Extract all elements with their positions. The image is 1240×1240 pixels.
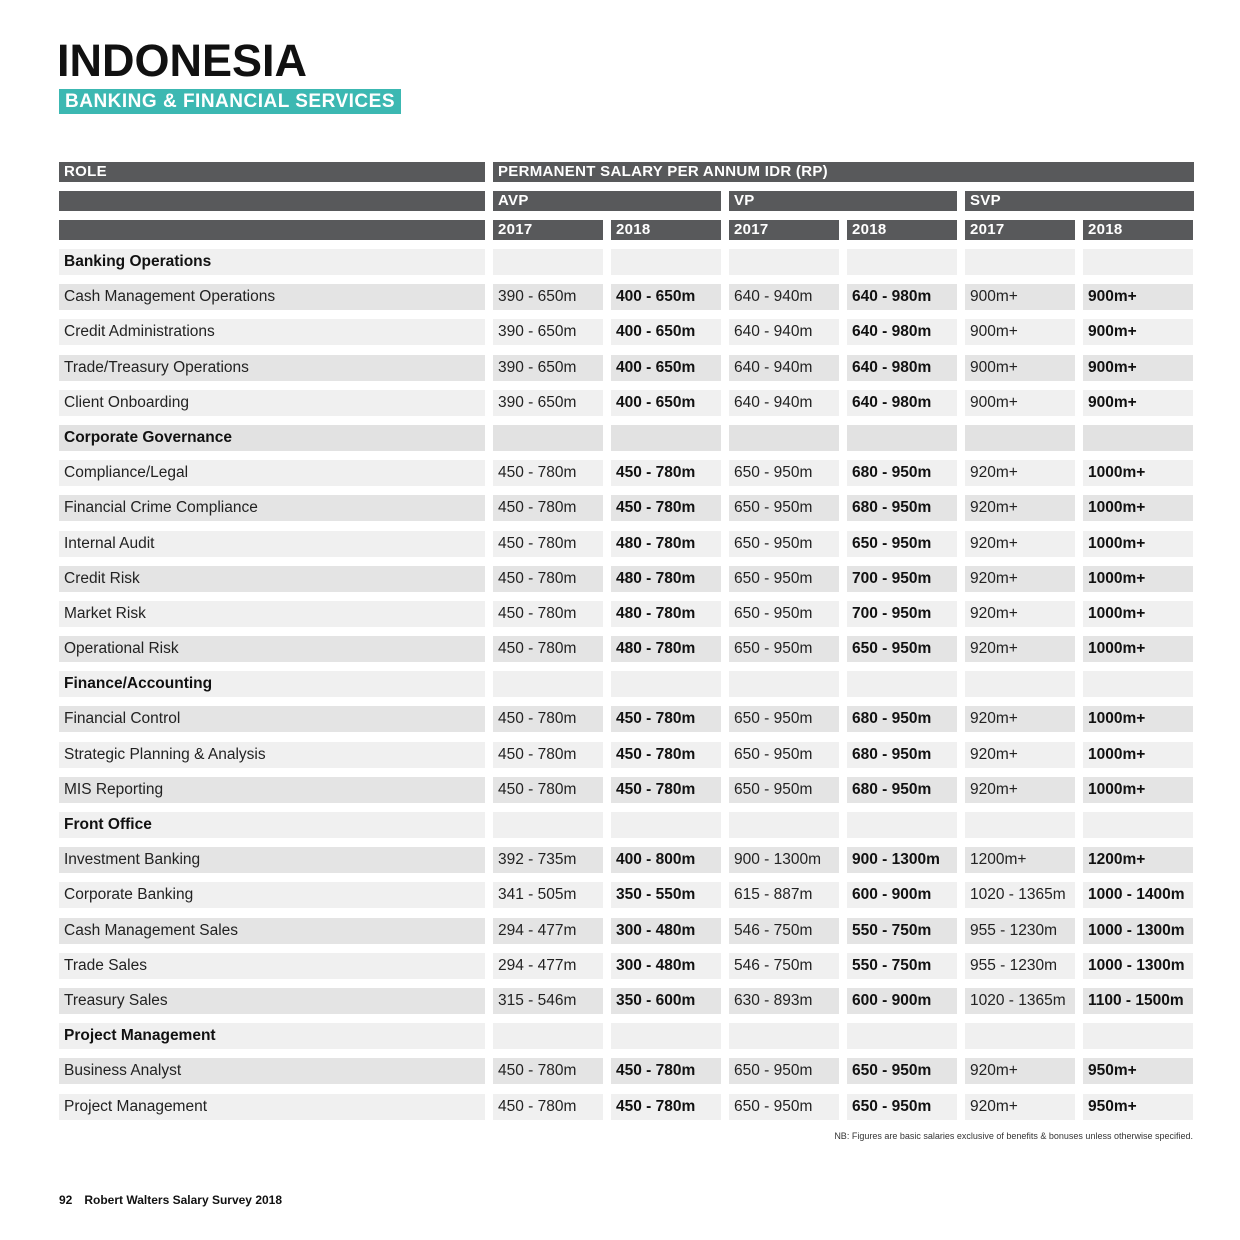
salary-cell: 450 - 780m (611, 742, 721, 768)
table-row (59, 988, 1194, 1014)
year-header: 2017 (729, 220, 839, 240)
category-label: Banking Operations (59, 249, 485, 275)
year-header: 2018 (611, 220, 721, 240)
salary-cell: 640 - 980m (847, 390, 957, 416)
salary-cell: 650 - 950m (729, 636, 839, 662)
salary-cell: 640 - 940m (729, 390, 839, 416)
salary-cell: 920m+ (965, 706, 1075, 732)
year-header: 2017 (493, 220, 603, 240)
empty-cell (1083, 249, 1193, 275)
salary-cell: 480 - 780m (611, 636, 721, 662)
salary-cell: 1000m+ (1083, 777, 1193, 803)
salary-cell: 650 - 950m (729, 531, 839, 557)
salary-cell: 650 - 950m (729, 777, 839, 803)
salary-cell: 350 - 600m (611, 988, 721, 1014)
empty-cell (493, 812, 603, 838)
salary-cell: 546 - 750m (729, 918, 839, 944)
salary-cell: 480 - 780m (611, 601, 721, 627)
role-label: Financial Crime Compliance (59, 495, 485, 521)
table-row (59, 601, 1194, 627)
empty-cell (1083, 812, 1193, 838)
table-row (59, 1058, 1194, 1084)
level-header-avp: AVP (493, 191, 721, 211)
role-header-blank (59, 191, 485, 211)
salary-cell: 400 - 650m (611, 319, 721, 345)
salary-cell: 300 - 480m (611, 918, 721, 944)
empty-cell (847, 249, 957, 275)
salary-cell: 400 - 650m (611, 355, 721, 381)
table-body (59, 249, 1194, 1120)
table-row (59, 566, 1194, 592)
salary-cell: 1000m+ (1083, 601, 1193, 627)
salary-cell: 450 - 780m (493, 601, 603, 627)
salary-cell: 390 - 650m (493, 390, 603, 416)
role-label: Trade Sales (59, 953, 485, 979)
category-label: Front Office (59, 812, 485, 838)
salary-cell: 955 - 1230m (965, 918, 1075, 944)
salary-cell: 392 - 735m (493, 847, 603, 873)
salary-cell: 900 - 1300m (847, 847, 957, 873)
salary-cell: 650 - 950m (729, 601, 839, 627)
salary-cell: 450 - 780m (493, 706, 603, 732)
role-label: Financial Control (59, 706, 485, 732)
salary-cell: 900m+ (965, 319, 1075, 345)
salary-cell: 920m+ (965, 1058, 1075, 1084)
salary-cell: 450 - 780m (611, 495, 721, 521)
empty-cell (493, 671, 603, 697)
salary-cell: 1200m+ (965, 847, 1075, 873)
page-footer (59, 1193, 294, 1207)
page-title: INDONESIA (57, 35, 308, 86)
salary-cell: 680 - 950m (847, 742, 957, 768)
salary-cell: 480 - 780m (611, 531, 721, 557)
salary-cell: 350 - 550m (611, 882, 721, 908)
salary-cell: 390 - 650m (493, 284, 603, 310)
empty-cell (847, 671, 957, 697)
salary-cell: 1000m+ (1083, 495, 1193, 521)
page-number: 92 (59, 1193, 73, 1207)
role-header-blank (59, 220, 485, 240)
publication-name: Robert Walters Salary Survey 2018 (84, 1193, 283, 1207)
salary-cell: 900 - 1300m (729, 847, 839, 873)
role-label: Treasury Sales (59, 988, 485, 1014)
salary-cell: 700 - 950m (847, 601, 957, 627)
role-header: ROLE (59, 162, 485, 182)
empty-cell (847, 812, 957, 838)
salary-cell: 390 - 650m (493, 355, 603, 381)
salary-cell: 955 - 1230m (965, 953, 1075, 979)
empty-cell (729, 671, 839, 697)
salary-cell: 450 - 780m (493, 495, 603, 521)
role-label: Internal Audit (59, 531, 485, 557)
salary-cell: 900m+ (1083, 390, 1193, 416)
salary-cell: 450 - 780m (493, 531, 603, 557)
salary-cell: 294 - 477m (493, 953, 603, 979)
salary-cell: 920m+ (965, 742, 1075, 768)
category-row (59, 671, 1194, 697)
salary-cell: 450 - 780m (493, 777, 603, 803)
salary-cell: 1000m+ (1083, 460, 1193, 486)
header-row-levels (59, 191, 1194, 211)
salary-cell: 900m+ (965, 284, 1075, 310)
salary-cell: 650 - 950m (847, 531, 957, 557)
table-row (59, 495, 1194, 521)
year-header: 2018 (1083, 220, 1193, 240)
salary-cell: 650 - 950m (729, 1058, 839, 1084)
level-header-svp: SVP (965, 191, 1194, 211)
salary-cell: 950m+ (1083, 1058, 1193, 1084)
table-row (59, 390, 1194, 416)
role-label: Project Management (59, 1094, 485, 1120)
salary-table (59, 162, 1194, 1129)
role-label: Business Analyst (59, 1058, 485, 1084)
salary-header: PERMANENT SALARY PER ANNUM IDR (RP) (493, 162, 1194, 182)
empty-cell (1083, 671, 1193, 697)
salary-cell: 900m+ (1083, 355, 1193, 381)
salary-cell: 600 - 900m (847, 882, 957, 908)
salary-cell: 450 - 780m (493, 742, 603, 768)
salary-cell: 294 - 477m (493, 918, 603, 944)
year-header: 2017 (965, 220, 1075, 240)
empty-cell (493, 1023, 603, 1049)
table-row (59, 531, 1194, 557)
role-label: Investment Banking (59, 847, 485, 873)
salary-cell: 400 - 650m (611, 390, 721, 416)
salary-cell: 650 - 950m (847, 1058, 957, 1084)
salary-cell: 920m+ (965, 777, 1075, 803)
salary-cell: 1200m+ (1083, 847, 1193, 873)
salary-cell: 950m+ (1083, 1094, 1193, 1120)
salary-cell: 680 - 950m (847, 777, 957, 803)
salary-cell: 650 - 950m (729, 460, 839, 486)
role-label: MIS Reporting (59, 777, 485, 803)
salary-cell: 450 - 780m (611, 460, 721, 486)
salary-cell: 300 - 480m (611, 953, 721, 979)
salary-cell: 1000m+ (1083, 566, 1193, 592)
salary-cell: 650 - 950m (847, 1094, 957, 1120)
salary-cell: 1000 - 1300m (1083, 918, 1193, 944)
salary-cell: 450 - 780m (493, 1058, 603, 1084)
salary-cell: 550 - 750m (847, 953, 957, 979)
salary-cell: 640 - 940m (729, 284, 839, 310)
header-row-top (59, 162, 1194, 182)
empty-cell (847, 425, 957, 451)
salary-cell: 640 - 940m (729, 319, 839, 345)
table-row (59, 918, 1194, 944)
table-row (59, 777, 1194, 803)
salary-cell: 640 - 980m (847, 319, 957, 345)
empty-cell (729, 425, 839, 451)
salary-cell: 900m+ (965, 355, 1075, 381)
category-label: Corporate Governance (59, 425, 485, 451)
salary-cell: 1000m+ (1083, 531, 1193, 557)
salary-cell: 615 - 887m (729, 882, 839, 908)
salary-cell: 600 - 900m (847, 988, 957, 1014)
empty-cell (611, 249, 721, 275)
empty-cell (847, 1023, 957, 1049)
empty-cell (965, 249, 1075, 275)
salary-cell: 900m+ (1083, 319, 1193, 345)
table-row (59, 882, 1194, 908)
salary-cell: 341 - 505m (493, 882, 603, 908)
empty-cell (611, 812, 721, 838)
role-label: Operational Risk (59, 636, 485, 662)
salary-cell: 680 - 950m (847, 460, 957, 486)
salary-cell: 630 - 893m (729, 988, 839, 1014)
empty-cell (611, 671, 721, 697)
empty-cell (965, 671, 1075, 697)
salary-cell: 650 - 950m (729, 742, 839, 768)
salary-cell: 400 - 650m (611, 284, 721, 310)
salary-cell: 450 - 780m (493, 566, 603, 592)
category-row (59, 425, 1194, 451)
role-label: Client Onboarding (59, 390, 485, 416)
salary-cell: 680 - 950m (847, 495, 957, 521)
table-row (59, 284, 1194, 310)
salary-cell: 1000 - 1300m (1083, 953, 1193, 979)
salary-cell: 650 - 950m (729, 495, 839, 521)
empty-cell (965, 425, 1075, 451)
salary-cell: 920m+ (965, 460, 1075, 486)
salary-cell: 450 - 780m (611, 706, 721, 732)
salary-cell: 450 - 780m (493, 460, 603, 486)
salary-cell: 640 - 980m (847, 355, 957, 381)
empty-cell (965, 812, 1075, 838)
salary-cell: 450 - 780m (493, 636, 603, 662)
salary-cell: 1020 - 1365m (965, 988, 1075, 1014)
role-label: Trade/Treasury Operations (59, 355, 485, 381)
empty-cell (729, 249, 839, 275)
footnote: NB: Figures are basic salaries exclusive of benefits & bonuses unless otherwise specified. (834, 1131, 1193, 1141)
role-label: Compliance/Legal (59, 460, 485, 486)
table-row (59, 706, 1194, 732)
salary-cell: 390 - 650m (493, 319, 603, 345)
salary-cell: 450 - 780m (611, 1094, 721, 1120)
table-row (59, 742, 1194, 768)
salary-cell: 1000m+ (1083, 636, 1193, 662)
empty-cell (729, 1023, 839, 1049)
empty-cell (1083, 425, 1193, 451)
category-row (59, 812, 1194, 838)
role-label: Cash Management Sales (59, 918, 485, 944)
empty-cell (1083, 1023, 1193, 1049)
role-label: Strategic Planning & Analysis (59, 742, 485, 768)
salary-cell: 550 - 750m (847, 918, 957, 944)
table-row (59, 460, 1194, 486)
empty-cell (493, 249, 603, 275)
salary-cell: 315 - 546m (493, 988, 603, 1014)
table-row (59, 636, 1194, 662)
category-label: Project Management (59, 1023, 485, 1049)
salary-cell: 700 - 950m (847, 566, 957, 592)
empty-cell (493, 425, 603, 451)
role-label: Credit Administrations (59, 319, 485, 345)
salary-cell: 640 - 980m (847, 284, 957, 310)
salary-cell: 650 - 950m (729, 1094, 839, 1120)
salary-cell: 920m+ (965, 566, 1075, 592)
salary-cell: 680 - 950m (847, 706, 957, 732)
role-label: Credit Risk (59, 566, 485, 592)
salary-cell: 900m+ (965, 390, 1075, 416)
section-subtitle: BANKING & FINANCIAL SERVICES (59, 89, 401, 114)
salary-cell: 1000 - 1400m (1083, 882, 1193, 908)
salary-cell: 920m+ (965, 531, 1075, 557)
level-header-vp: VP (729, 191, 957, 211)
empty-cell (611, 425, 721, 451)
category-row (59, 249, 1194, 275)
table-row (59, 1094, 1194, 1120)
salary-cell: 1020 - 1365m (965, 882, 1075, 908)
role-label: Market Risk (59, 601, 485, 627)
salary-cell: 400 - 800m (611, 847, 721, 873)
year-header: 2018 (847, 220, 957, 240)
salary-cell: 450 - 780m (611, 777, 721, 803)
empty-cell (965, 1023, 1075, 1049)
salary-cell: 1000m+ (1083, 742, 1193, 768)
role-label: Cash Management Operations (59, 284, 485, 310)
salary-cell: 650 - 950m (729, 566, 839, 592)
salary-cell: 450 - 780m (493, 1094, 603, 1120)
header-row-years (59, 220, 1194, 240)
salary-cell: 640 - 940m (729, 355, 839, 381)
salary-cell: 650 - 950m (729, 706, 839, 732)
salary-cell: 920m+ (965, 601, 1075, 627)
salary-cell: 920m+ (965, 495, 1075, 521)
salary-cell: 920m+ (965, 1094, 1075, 1120)
empty-cell (611, 1023, 721, 1049)
salary-cell: 546 - 750m (729, 953, 839, 979)
role-label: Corporate Banking (59, 882, 485, 908)
salary-cell: 920m+ (965, 636, 1075, 662)
salary-cell: 650 - 950m (847, 636, 957, 662)
table-row (59, 953, 1194, 979)
category-label: Finance/Accounting (59, 671, 485, 697)
table-row (59, 355, 1194, 381)
salary-cell: 1100 - 1500m (1083, 988, 1193, 1014)
empty-cell (729, 812, 839, 838)
salary-cell: 450 - 780m (611, 1058, 721, 1084)
salary-cell: 480 - 780m (611, 566, 721, 592)
salary-cell: 1000m+ (1083, 706, 1193, 732)
salary-cell: 900m+ (1083, 284, 1193, 310)
table-row (59, 319, 1194, 345)
table-row (59, 847, 1194, 873)
category-row (59, 1023, 1194, 1049)
